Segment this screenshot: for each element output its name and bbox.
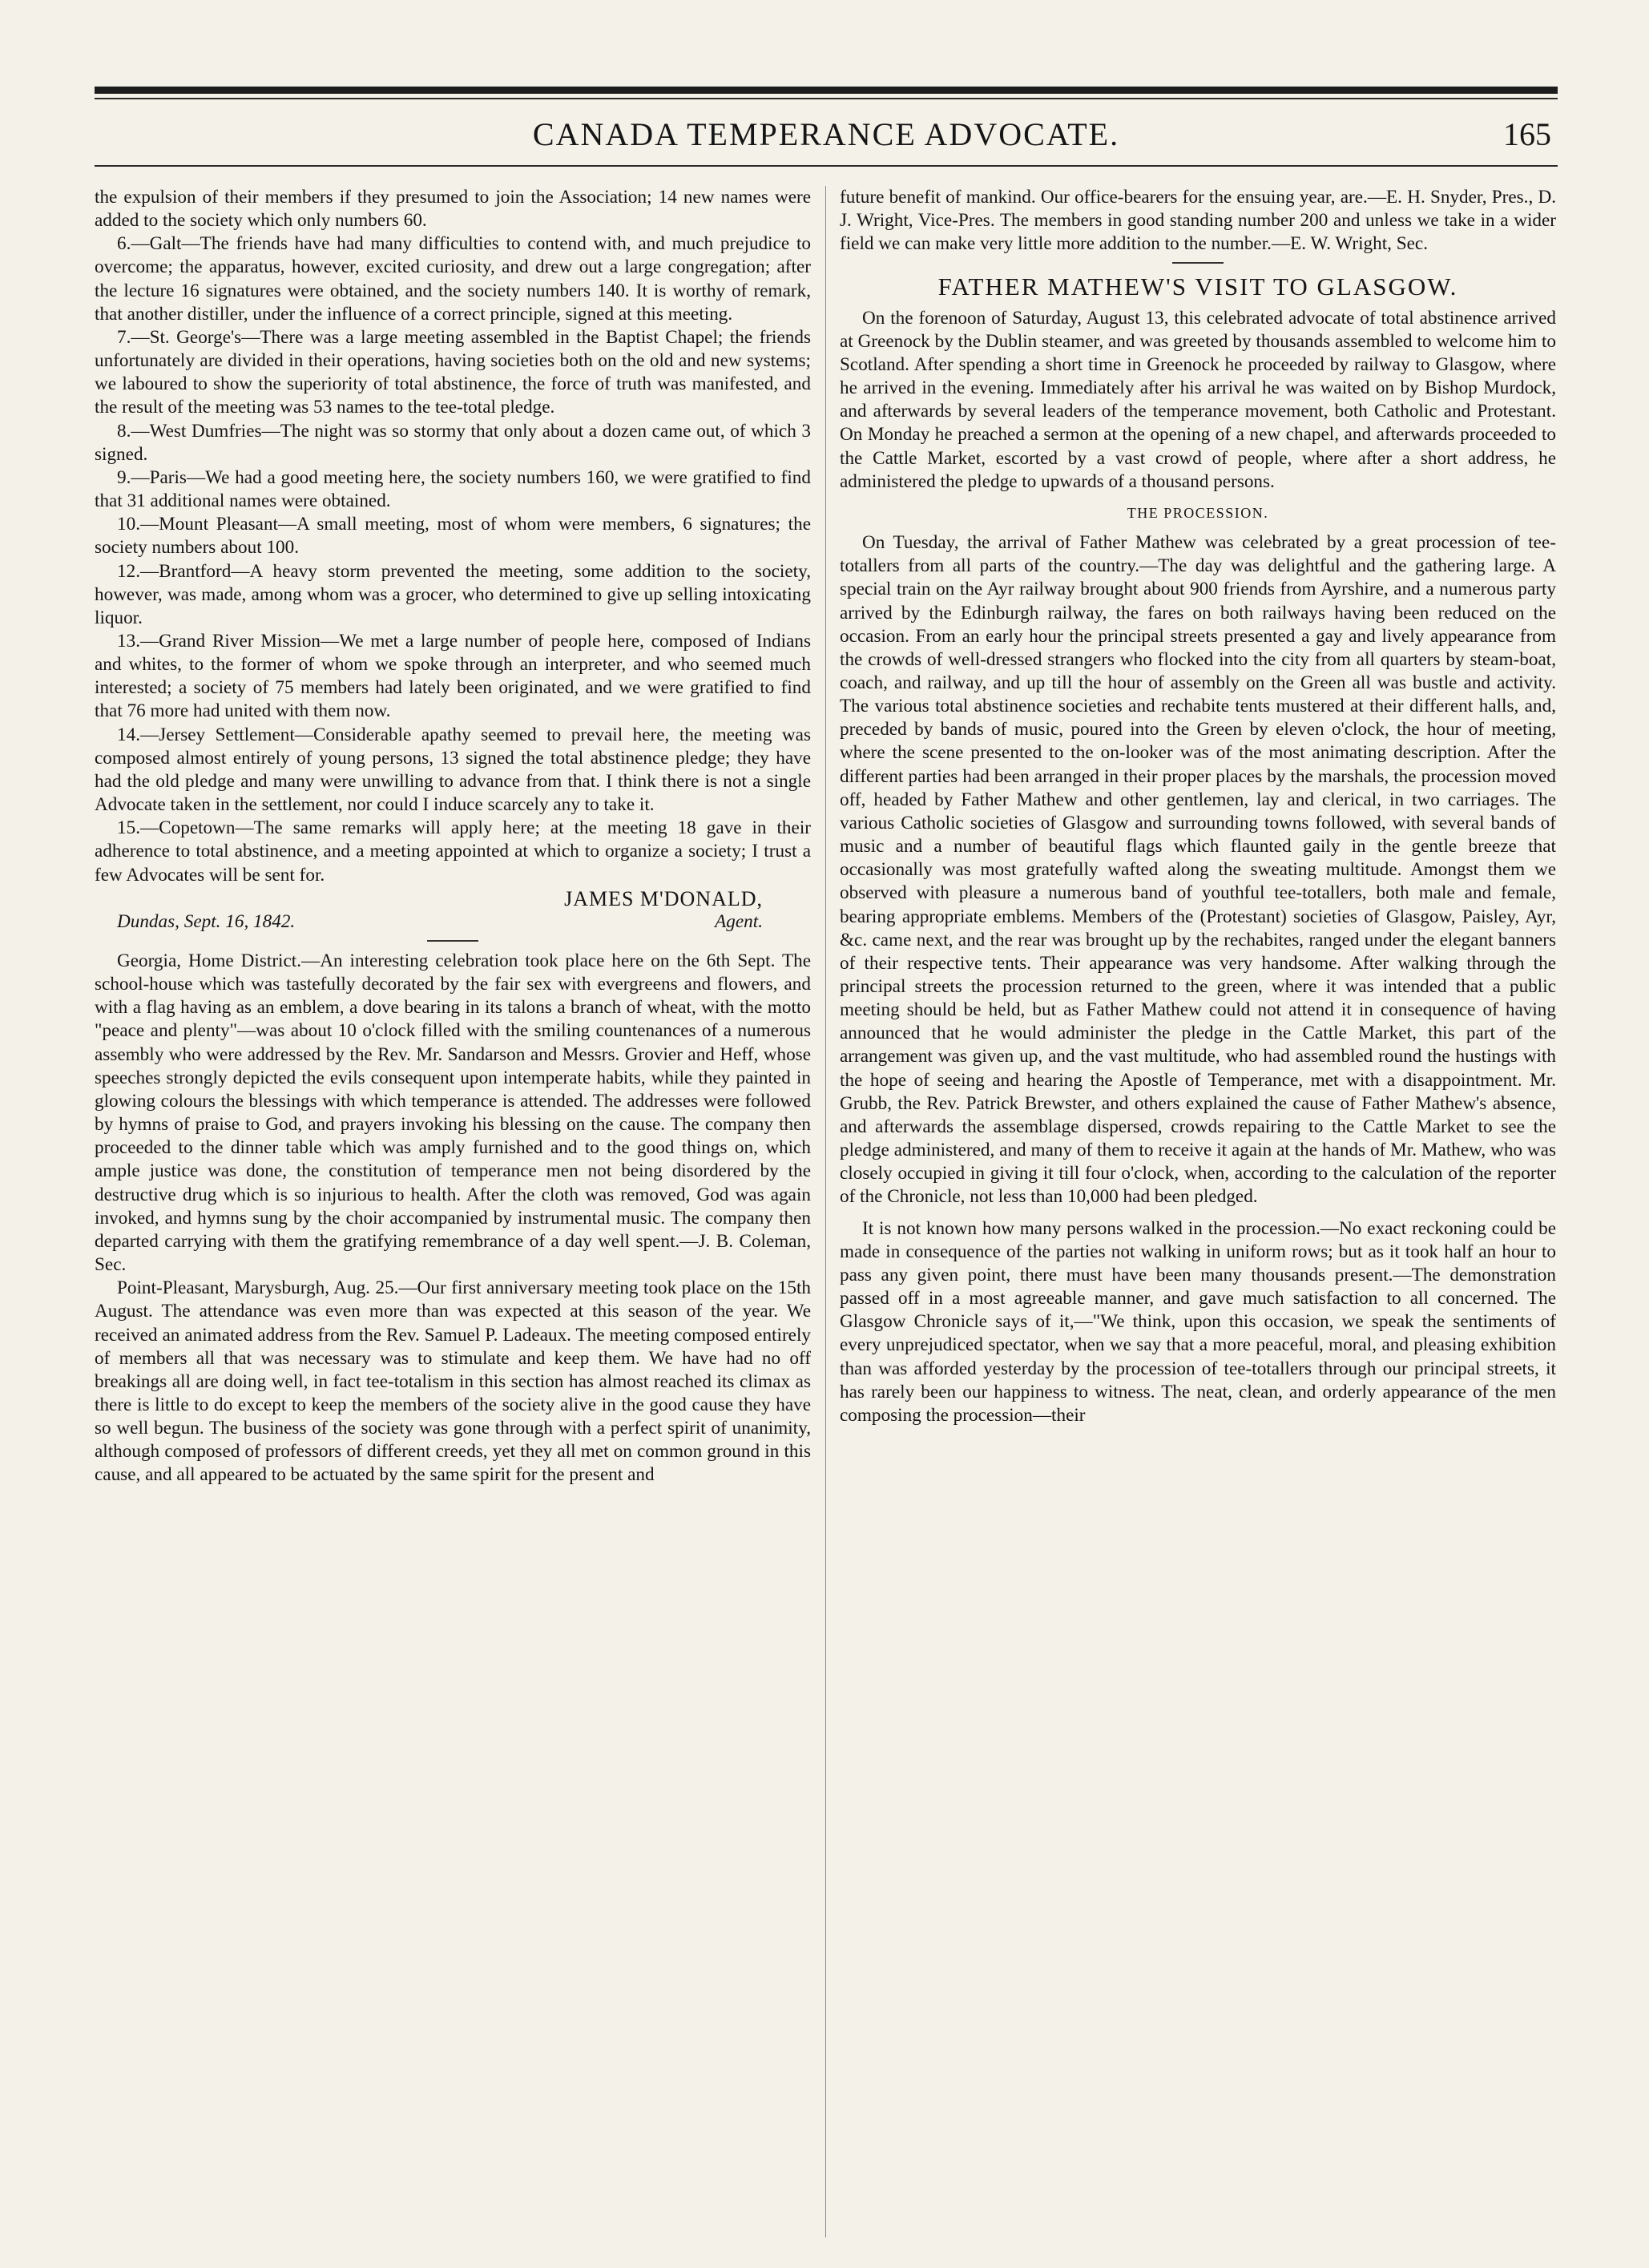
top-thin-rule [95, 98, 1558, 99]
signature-line [95, 910, 811, 934]
article-subheading: THE PROCESSION. [1127, 504, 1269, 521]
article-heading: FATHER MATHEW'S VISIT TO GLASGOW. [937, 272, 1458, 301]
left-column [95, 186, 811, 1487]
paragraph: On the forenoon of Saturday, August 13, this celebrated advocate of total abstinence arrived at Greenock by the Dublin steamer, and was greeted by thousands assembled to welcome him to Scotland. After spending a short time in Greenock he proceeded by railway to Glasgow, where he arrived in the evening. Immediately after his arrival he was waited on by Bishop Murdock, and afterwards by several leaders of the temperance movement, both Catholic and Protestant. On Monday he preached a sermon at the opening of a new chapel, and afterwards proceeded to the Cattle Market, escorted by a vast crowd of people, where after a short address, he administered the pledge to upwards of a thousand persons. [840, 307, 1556, 492]
newspaper-page [95, 87, 1558, 2242]
signature-role: Agent. [715, 910, 763, 932]
paragraph: 8.—West Dumfries—The night was so stormy that only about a dozen came out, of which 3 signed. [95, 420, 811, 465]
paragraph: 15.—Copetown—The same remarks will apply here; at the meeting 18 gave in their adherence to total abstinence, and a meeting appointed at which to organize a society; I trust a few Advocates will be sent for. [95, 817, 811, 886]
right-column [840, 186, 1556, 1427]
top-thick-rule [95, 87, 1558, 94]
paragraph: 12.—Brantford—A heavy storm prevented the meeting, some addition to the society, however, was made, among whom was a grocer, who determined to give up selling intoxicating liquor. [95, 560, 811, 628]
paragraph: 9.—Paris—We had a good meeting here, the society numbers 160, we were gratified to find that 31 additional names were obtained. [95, 466, 811, 512]
paragraph: 7.—St. George's—There was a large meeting assembled in the Baptist Chapel; the friends unfortunately are divided in their operations, having societies both on the old and new systems; we laboured to show the superiority of total abstinence, the force of truth was manifested, and the result of the meeting was 53 names to the tee-total pledge. [95, 326, 811, 418]
paragraph: 6.—Galt—The friends have had many difficulties to contend with, and much prejudice to overcome; the apparatus, however, excited curiosity, and drew out a large congregation; after the lecture 16 signatures were obtained, and the society numbers 140. It is worthy of remark, that another distiller, under the influence of a correct principle, signed at this meeting. [95, 233, 811, 325]
paragraph: the expulsion of their members if they presumed to join the Association; 14 new names were added to the society which only numbers 60. [95, 187, 811, 232]
section-divider [427, 940, 478, 942]
paragraph: On Tuesday, the arrival of Father Mathew was celebrated by a great procession of tee-totallers from all parts of the country.—The day was delightful and the gathering large. A special train on the Ayr railway brought about 900 friends from Ayrshire, and a numerous party arrived by the Edinburgh railway, the fares on both railways having been reduced on the occasion. From an early hour the principal streets presented a gay and lively appearance from the crowds of well-dressed strangers who flocked into the city from all quarters by steam-boat, coach, and railway, and up till the hour of assembly on the Green all was bustle and activity. The various total abstinence societies and rechabite tents mustered at their different halls, and, preceded by bands of music, poured into the Green by eleven o'clock, the hour of meeting, where the scene presented to the on-looker was of the most animating description. After the different parties had been arranged in their proper places by the marshals, the procession moved off, headed by Father Mathew and other gentlemen, lay and clerical, in two carriages. The various Catholic societies of Glasgow and surrounding towns followed, with several bands of music and a number of beautiful flags which flaunted gaily in the gentle breeze that occasionally was most gratefully wafted along the sweating multitude. Amongst them we observed with pleasure a numerous band of youthful tee-totallers, both male and female, bearing appropriate emblems. Members of the (Protestant) societies of Glasgow, Paisley, Ayr, &c. came next, and the rear was brought up by the rechabites, ranged under the elegant banners of their respective tents. Their appearance was very handsome. After walking through the principal streets the procession returned to the green, where it was intended that a public meeting should be held, but as Father Mathew could not attend it in consequence of having announced that he would administer the pledge in the Cattle Market, this part of the arrangement was given up, and the vast multitude, who had assembled round the hustings with the hope of seeing and hearing the Apostle of Temperance, met with a disappointment. Mr. Grubb, the Rev. Patrick Brewster, and others explained the cause of Father Mathew's absence, and afterwards the assemblage dispersed, crowds repairing to the Cattle Market to see the pledge administered, and many of them to receive it again at the hands of Mr. Mathew, who was closely occupied in giving it till four o'clock, when, according to the calculation of the reporter of the Chronicle, not less than 10,000 had been pledged. [840, 532, 1556, 1208]
signature-place-date: Dundas, Sept. 16, 1842. [117, 910, 296, 932]
column-divider [825, 186, 826, 2238]
paragraph: future benefit of mankind. Our office-bearers for the ensuing year, are.—E. H. Snyder, Pres., D. J. Wright, Vice-Pres. The members in good standing number 200 and unless we take in a wider field we can make very little more addition to the number.—E. W. Wright, Sec. [840, 187, 1556, 255]
paragraph: 13.—Grand River Mission—We met a large number of people here, composed of Indians and whites, to the former of whom we spoke through an interpreter, and who seemed much interested; a society of 75 members had lately been originated, and we were gratified to find that 76 more had united with them now. [95, 630, 811, 722]
section-divider [1172, 262, 1224, 264]
page-number: 165 [1503, 116, 1551, 152]
paragraph: 10.—Mount Pleasant—A small meeting, most of whom were members, 6 signatures; the society numbers about 100. [95, 514, 811, 559]
paragraph: Georgia, Home District.—An interesting celebration took place here on the 6th Sept. The school-house which was tastefully decorated by the fair sex with evergreens and flowers, and with a flag having as an emblem, a dove bearing in its talons a branch of wheat, with the motto "peace and plenty"—was about 10 o'clock filled with the smiling countenances of a numerous assembly who were addressed by the Rev. Mr. Sandarson and Messrs. Grovier and Heff, whose speeches strongly depicted the evils consequent upon intemperate habits, while they painted in glowing colours the blessings with which temperance is attended. The addresses were followed by hymns of praise to God, and prayers invoking his blessing on the cause. The company then proceeded to the dinner table which was amply furnished and to the good things on, which ample justice was done, the constitution of temperance men not being disordered by the destructive drug which is so injurious to health. After the cloth was removed, God was again invoked, and hymns sung by the choir accompanied by instrumental music. The company then departed carrying with them the gratifying remembrance of a day well spent.—J. B. Coleman, Sec. [95, 950, 811, 1276]
paragraph: 14.—Jersey Settlement—Considerable apathy seemed to prevail here, the meeting was composed almost entirely of young persons, 13 signed the total abstinence pledge; they have had the old pledge and many were unwilling to advance from that. I think there is not a single Advocate taken in the settlement, nor could I induce scarcely any to take it. [95, 724, 811, 816]
paragraph: It is not known how many persons walked in the procession.—No exact reckoning could be made in consequence of the parties not walking in uniform rows; but as it took half an hour to pass any given point, there must have been many thousands present.—The demonstration passed off in a most agreeable manner, and gave much satisfaction to all concerned. The Glasgow Chronicle says of it,—"We think, upon this occasion, we speak the sentiments of every unprejudiced spectator, when we say that a more peaceful, moral, and pleasing exhibition than was afforded yesterday by the procession of tee-totallers through our principal streets, it has rarely been our happiness to witness. The neat, clean, and orderly appearance of the men composing the procession—their [840, 1217, 1556, 1426]
paragraph: Point-Pleasant, Marysburgh, Aug. 25.—Our first anniversary meeting took place on the 15th August. The attendance was even more than was expected at this season of the year. We received an animated address from the Rev. Samuel P. Ladeaux. The meeting composed entirely of members all that was necessary was to stimulate and keep them. We have had no off breakings all are doing well, in fact tee-totalism in this section has almost reached its climax as there is little to do except to keep the members of the society alive in the good cause they have so well begun. The business of the society was gone through with a perfect spirit of unanimity, although composed of professors of different creeds, yet they all met on common ground in this cause, and all appeared to be actuated by the same spirit for the present and [95, 1277, 811, 1486]
masthead-title: CANADA TEMPERANCE ADVOCATE. [532, 116, 1120, 152]
signature-name: JAMES M'DONALD, [564, 886, 763, 910]
header-rule [95, 165, 1558, 167]
page-header [95, 115, 1558, 160]
